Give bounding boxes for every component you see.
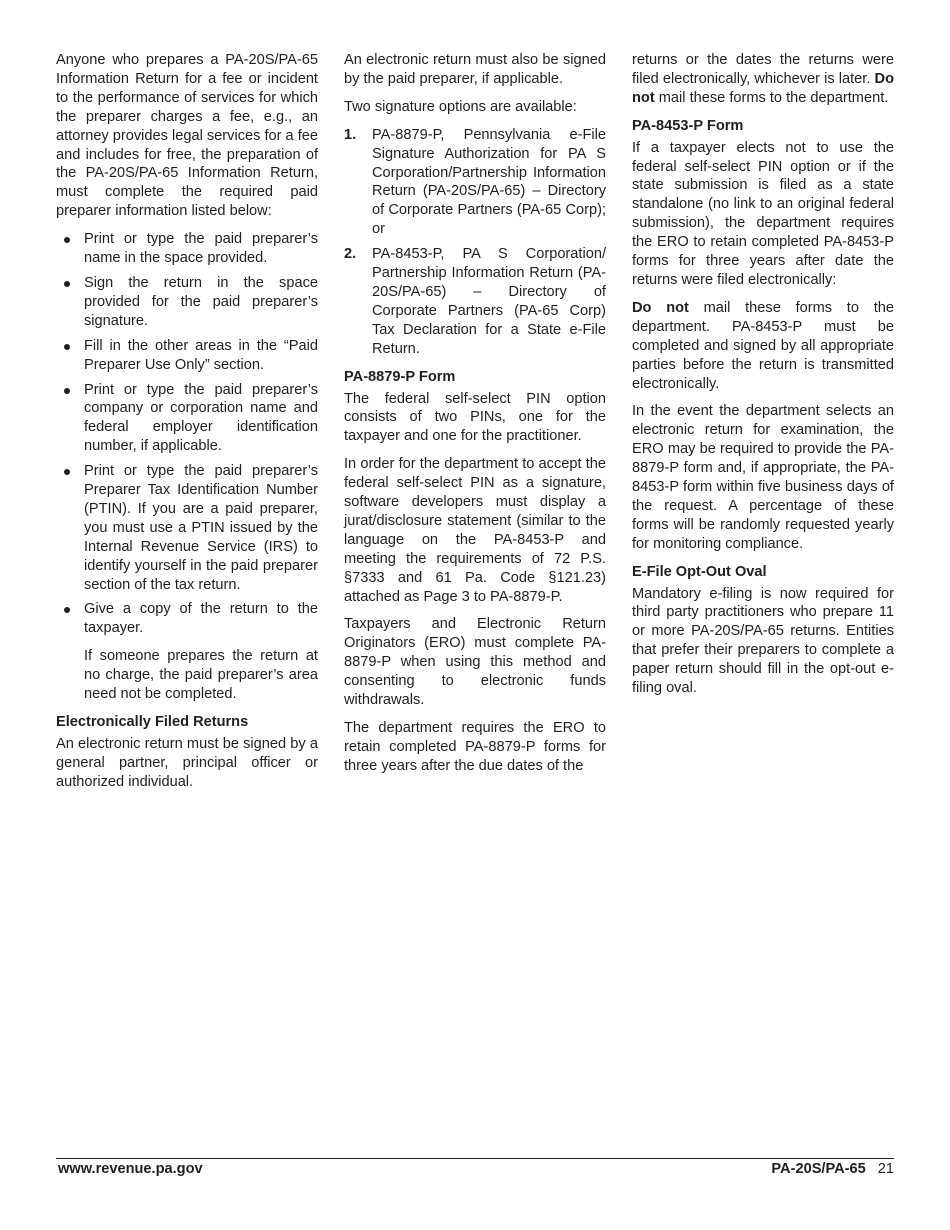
form-8879-heading: PA-8879-P Form	[344, 368, 456, 385]
bullet-icon	[64, 469, 70, 475]
list-item: Sign the return in the space provided for the paid preparer’s signature.	[56, 274, 318, 331]
form-8453-paragraph: Do not mail these forms to the department. PA-8453-P must be completed and signed by all appropriate parties before the return is transmitted electronically.	[632, 299, 894, 392]
no-charge-note: If someone prepares the return at no charge, the paid preparer’s area need not be completed.	[84, 648, 318, 703]
list-item: 1. PA-8879-P, Pennsylvania e-File Signature Authorization for PA S Corporation/Partnership Information Return (PA-20S/PA-65) – Directory of Corporate Partners (PA-65 Corp); or	[344, 126, 606, 238]
bullet-icon	[64, 607, 70, 613]
form-8879-paragraph: Taxpayers and Electronic Return Originators (ERO) must complete PA-8879-P when using this method and consenting to electronic funds withdrawals.	[344, 616, 606, 709]
list-item: Fill in the other areas in the “Paid Preparer Use Only” section.	[56, 337, 318, 375]
signature-options-intro: Two signature options are available:	[344, 98, 577, 115]
bullet-icon	[64, 388, 70, 394]
form-8879-paragraph: The federal self-select PIN option consists of two PINs, one for the taxpayer and one for the practitioner.	[344, 390, 606, 445]
column-2	[344, 51, 606, 785]
continued-paragraph: returns or the dates the returns were filed electronically, whichever is later. Do not mail these forms to the department.	[632, 52, 894, 106]
page-number: 21	[877, 1161, 894, 1177]
bullet-icon	[64, 237, 70, 243]
signature-options-list	[344, 126, 606, 359]
preparer-signed-paragraph: An electronic return must also be signed by the paid preparer, if applicable.	[344, 52, 606, 87]
list-item: Print or type the paid preparer’s Preparer Tax Identification Number (PTIN). If you are a paid preparer, you must use a PTIN issued by the Internal Revenue Service (IRS) to identify yourself in the paid preparer section of the tax return.	[56, 462, 318, 594]
footer-divider	[56, 1158, 894, 1159]
bullet-icon	[64, 281, 70, 287]
form-8453-paragraph: In the event the department selects an electronic return for examination, the ERO may be required to provide the PA-8879-P form and, if appropriate, the PA-8453-P form within five business days of the request. A percentage of these forms will be randomly requested yearly for monitoring compliance.	[632, 403, 894, 552]
optout-heading: E-File Opt-Out Oval	[632, 563, 767, 580]
form-8879-paragraph: The department requires the ERO to retain completed PA-8879-P forms for three years after the due dates of the	[344, 720, 606, 774]
efiled-heading: Electronically Filed Returns	[56, 714, 249, 730]
intro-paragraph: Anyone who prepares a PA-20S/PA-65 Information Return for a fee or incident to the performance of services for which the preparer charges a fee, e.g., an attorney provides legal services for a fee and includes for free, the preparation of the PA-20S/PA-65 Information Return, must complete the required paid preparer information listed below:	[56, 52, 319, 220]
efiled-paragraph: An electronic return must be signed by a general partner, principal officer or authorized individual.	[56, 735, 318, 790]
form-8453-paragraph: If a taxpayer elects not to use the federal self-select PIN option or if the state submission is filed as a state standalone (no link to an original federal submission), the department requires the ERO to retain completed PA-8453-P forms for three years after date the returns were filed electronically:	[632, 139, 894, 288]
form-8879-paragraph: In order for the department to accept the federal self-select PIN as a signature, software developers must display a jurat/disclosure statement (similar to the language on the PA-8453-P and meeting the requirements of 72 P.S. §7333 and 61 Pa. Code §121.23) attached as Page 3 to PA-8879-P.	[344, 456, 606, 605]
column-1	[56, 51, 318, 801]
optout-paragraph: Mandatory e-filing is now required for third party practitioners who prepare 11 or more PA-20S/PA-65 returns. Entities that prefer their preparers to complete a paper return should fill in the opt-out e-filing oval.	[632, 585, 894, 697]
footer-page-info	[771, 1161, 894, 1177]
footer-form-name: PA-20S/PA-65	[771, 1161, 866, 1177]
list-item: Print or type the paid preparer’s name in the space provided.	[56, 230, 318, 268]
form-8453-heading: PA-8453-P Form	[632, 117, 744, 134]
list-item: Print or type the paid preparer’s company or corporation name and federal employer identification number, if applicable.	[56, 381, 318, 457]
list-item: 2. PA-8453-P, PA S Corporation/ Partnership Information Return (PA-20S/PA-65) – Directory of Corporate Partners (PA-65 Corp) Tax Declaration for a State e-File Return.	[344, 246, 606, 357]
bullet-icon	[64, 344, 70, 350]
column-3	[632, 51, 894, 707]
list-item: Give a copy of the return to the taxpayer.	[56, 600, 318, 638]
preparer-requirements-list	[56, 230, 318, 638]
footer-website[interactable]: www.revenue.pa.gov	[58, 1161, 203, 1177]
